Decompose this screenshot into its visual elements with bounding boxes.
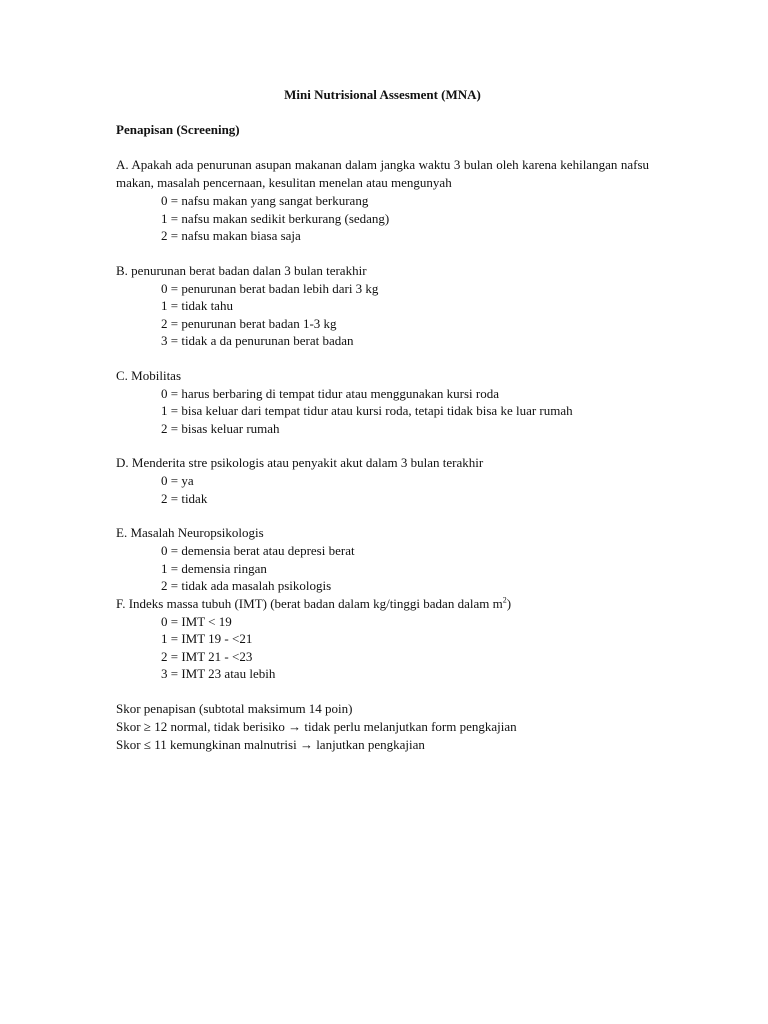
option-item: 0 = IMT < 19 [161,613,232,629]
question-b [116,262,649,350]
option-item: 0 = nafsu makan yang sangat berkurang [161,193,369,208]
option-item: 2 = nafsu makan biasa saja [161,228,301,243]
option-item: 1 = tidak tahu [161,298,233,313]
document-page [116,86,649,754]
question-c [116,367,649,438]
question-text: A. Apakah ada penurunan asupan makanan dalam jangka waktu 3 bulan oleh karena kehilangan nafsu makan, masalah pencernaan, kesulitan menelan atau mengunyah [116,157,649,190]
document-title: Mini Nutrisional Assesment (MNA) [284,87,481,102]
option-item: 0 = demensia berat atau depresi berat [161,543,355,558]
option-item: 3 = IMT 23 atau lebih [161,666,276,681]
question-d [116,454,649,507]
option-item: 2 = tidak [161,490,208,506]
option-item: 2 = IMT 21 - <23 [161,648,253,664]
question-a [116,156,649,245]
question-text: B. penurunan berat badan dalan 3 bulan terakhir [116,262,367,278]
score-line: Skor ≥ 12 normal, tidak berisiko → tidak perlu melanjutkan form pengkajian [116,718,517,734]
option-item: 1 = bisa keluar dari tempat tidur atau kursi roda, tetapi tidak bisa ke luar rumah [161,403,573,418]
question-text-main: F. Indeks massa tubuh (IMT) (berat badan dalam kg/tinggi badan dalam m [116,595,503,611]
score-summary [116,700,649,754]
option-item: 2 = bisas keluar rumah [161,420,280,436]
score-line: Skor ≤ 11 kemungkinan malnutrisi → lanjutkan pengkajian [116,736,425,752]
option-item: 0 = ya [161,473,194,488]
question-f [116,595,649,683]
superscript: 2 [502,595,507,605]
question-text: C. Mobilitas [116,367,182,383]
section-heading: Penapisan (Screening) [116,122,240,137]
question-text: E. Masalah Neuropsikologis [116,525,264,540]
option-item: 2 = penurunan berat badan 1-3 kg [161,315,337,331]
question-text-end: ) [506,595,512,611]
option-item: 1 = demensia ringan [161,560,267,576]
option-item: 1 = IMT 19 - <21 [161,631,253,646]
option-item: 1 = nafsu makan sedikit berkurang (sedang) [161,210,390,226]
option-item: 0 = penurunan berat badan lebih dari 3 kg [161,280,379,296]
question-text [116,595,649,613]
option-item: 3 = tidak a da penurunan berat badan [161,333,354,348]
question-e [116,524,649,595]
score-line: Skor penapisan (subtotal maksimum 14 poin) [116,700,353,716]
option-item: 0 = harus berbaring di tempat tidur atau menggunakan kursi roda [161,385,500,401]
question-text: D. Menderita stre psikologis atau penyakit akut dalam 3 bulan terakhir [116,455,484,470]
option-item: 2 = tidak ada masalah psikologis [161,578,332,593]
